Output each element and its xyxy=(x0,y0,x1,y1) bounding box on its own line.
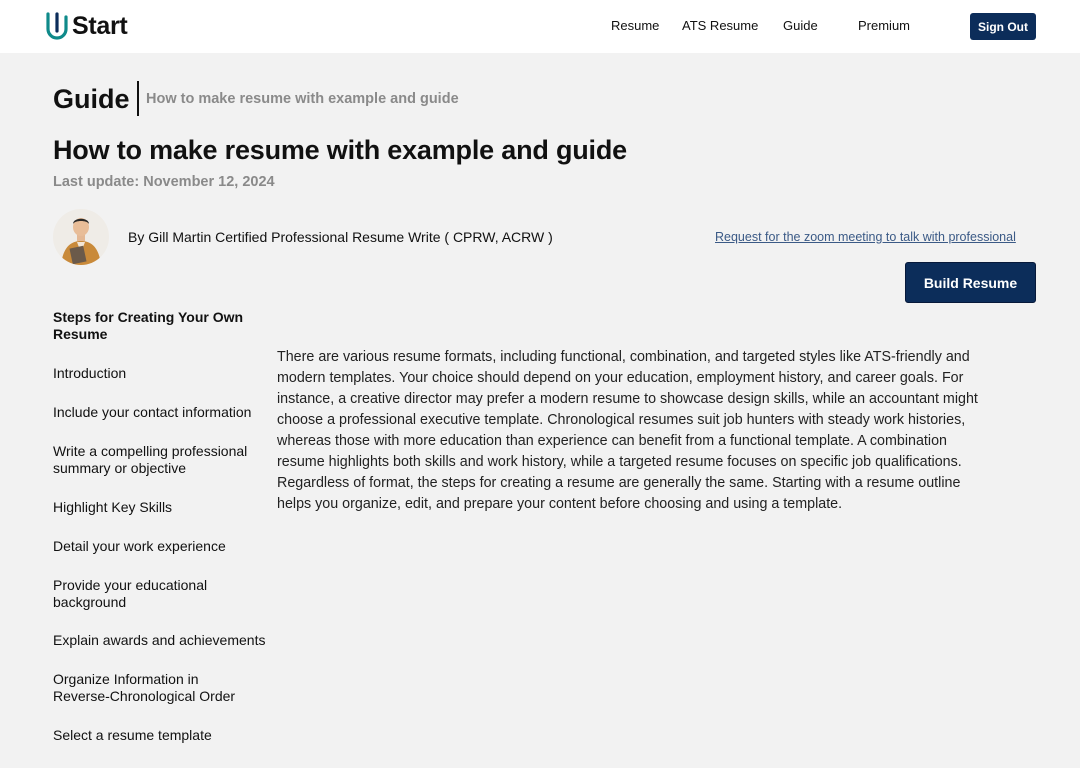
toc-item-education[interactable]: Provide your educational background xyxy=(53,577,208,610)
author-avatar xyxy=(53,209,109,265)
toc-item-reverse-chronological[interactable]: Organize Information in Reverse-Chronological Order xyxy=(53,671,236,704)
toc-item-work-experience[interactable]: Detail your work experience xyxy=(53,538,226,554)
toc-heading: Steps for Creating Your Own Resume xyxy=(53,309,244,342)
toc-item-key-skills[interactable]: Highlight Key Skills xyxy=(53,499,173,515)
toc-item-contact-information[interactable]: Include your contact information xyxy=(53,404,252,420)
toc-item-resume-template[interactable]: Select a resume template xyxy=(53,727,212,743)
logo-mark-icon xyxy=(44,11,70,41)
nav-link-premium[interactable]: Premium xyxy=(858,18,911,33)
breadcrumb-divider xyxy=(137,81,139,116)
last-update-date: Last update: November 12, 2024 xyxy=(53,174,275,190)
author-byline: By Gill Martin Certified Professional Resume Write ( CPRW, ACRW ) xyxy=(128,229,553,245)
article-body-text: There are various resume formats, including functional, combination, and targeted styles like ATS-friendly and modern templates. Your choice should depend on your education, employment history, and career goals. For instance, a creative director may prefer a modern resume to showcase design skills, while an accountant might choose a professional executive template. Chronological resumes suit job hunters with steady work histories, whereas those with more education than experience can benefit from a functional template. A combination resume highlights both skills and work history, while a targeted resume focuses on specific job qualifications. Regardless of format, the steps for creating a resume are generally the same. Starting with a resume outline helps you organize, edit, and prepare your content before choosing and using a template. xyxy=(277,349,978,512)
breadcrumb-section[interactable]: Guide xyxy=(53,84,130,114)
nav-link-ats-resume[interactable]: ATS Resume xyxy=(682,18,759,33)
breadcrumb-current: How to make resume with example and guide xyxy=(146,91,459,107)
toc-item-professional-summary[interactable]: Write a compelling professional summary or objective xyxy=(53,443,248,476)
nav-link-resume[interactable]: Resume xyxy=(611,18,660,33)
top-navigation-bar xyxy=(0,0,1080,53)
brand-logo[interactable] xyxy=(44,11,127,41)
page-title: How to make resume with example and guide xyxy=(53,135,627,165)
build-resume-button[interactable]: Build Resume xyxy=(905,262,1036,303)
toc-item-awards[interactable]: Explain awards and achievements xyxy=(53,632,266,648)
author-photo-icon xyxy=(53,209,109,265)
toc-item-introduction[interactable]: Introduction xyxy=(53,365,127,381)
zoom-meeting-request-link[interactable]: Request for the zoom meeting to talk with professional xyxy=(715,230,1016,244)
nav-link-guide[interactable]: Guide xyxy=(783,18,818,33)
sign-out-button[interactable]: Sign Out xyxy=(970,13,1036,40)
brand-name: Start xyxy=(72,12,128,40)
